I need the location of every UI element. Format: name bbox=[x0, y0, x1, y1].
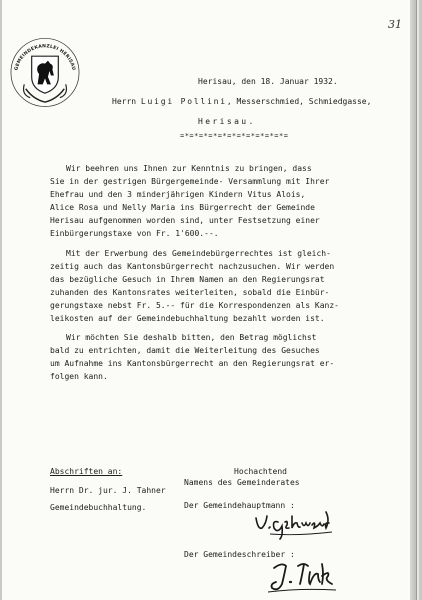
body-line: Sie in der gestrigen Bürgergemeinde- Versammlung mit Ihrer bbox=[50, 177, 330, 187]
body-line: Mit der Erwerbung des Gemeindebürgerrechtes ist gleich- bbox=[66, 248, 331, 258]
recipient-prefix: Herrn bbox=[112, 97, 141, 106]
body-line: um Aufnahme ins Kantonsbürgerrecht an den Regierungsrat er- bbox=[50, 359, 335, 369]
closing-authority: Namens des Gemeinderates bbox=[184, 478, 300, 487]
body-line: Alice Rosa und Nelly Maria ins Bürgerrecht der Gemeinde bbox=[50, 203, 315, 213]
copy-recipient: Herrn Dr. jur. J. Tahner bbox=[50, 486, 166, 495]
body-line: zuhanden des Kantonsrates weiterleiten, sobald die Einbür- bbox=[50, 287, 330, 297]
body-line: Wir möchten Sie deshalb bitten, den Betrag möglichst bbox=[66, 333, 317, 343]
signatory-title-2: Der Gemeindeschreiber : bbox=[184, 550, 295, 559]
body-line: gerungstaxe nebst Fr. 5.-- für die Korrespondenzen als Kanz- bbox=[50, 300, 339, 310]
paragraph-3 bbox=[50, 331, 396, 383]
letter-body bbox=[50, 162, 396, 390]
page-edge bbox=[410, 0, 416, 600]
copy-recipient: Gemeindebuchhaltung. bbox=[50, 503, 147, 512]
body-line: Einbürgerungstaxe von Fr. 1'600.--. bbox=[50, 229, 219, 239]
recipient-name: Luigi Pollini bbox=[140, 97, 227, 106]
body-line: Ehefrau und den 3 minderjährigen Kindern Vitus Alois, bbox=[50, 190, 306, 200]
page-number: 31 bbox=[388, 18, 402, 31]
recipient-city: Herisau. bbox=[198, 117, 256, 126]
body-line: bald zu entrichten, damit die Weiterleitung des Gesuches bbox=[50, 346, 320, 356]
place-date: Herisau, den 18. Januar 1932. bbox=[198, 77, 338, 86]
recipient-details: , Messerschmied, Schmiedgasse, bbox=[226, 97, 372, 106]
body-line: Wir beehren uns Ihnen zur Kenntnis zu bringen, dass bbox=[66, 164, 312, 173]
signatory-title-1: Der Gemeindehauptmann : bbox=[184, 501, 295, 510]
signature-gemeindeschreiber bbox=[264, 558, 338, 596]
seal-text: GEMEINDEKANZLEI HERISAU bbox=[14, 44, 76, 72]
copies-heading: Abschriften an: bbox=[50, 467, 123, 476]
body-line: zeitig auch das Kantonsbürgerrecht nachzusuchen. Wir werden bbox=[50, 261, 335, 271]
separator-line: =*=*=*=*=*=*=*=*=*=*=*= bbox=[180, 132, 289, 140]
body-line: das bezügliche Gesuch in Ihrem Namen an den Regierungsrat bbox=[50, 274, 325, 284]
body-line: Herisau aufgenommen worden sind, unter Festsetzung einer bbox=[50, 216, 320, 226]
recipient-line bbox=[112, 97, 371, 107]
closing-greeting: Hochachtend bbox=[234, 467, 287, 476]
signature-gemeindehauptmann bbox=[252, 506, 336, 540]
bear-coat-of-arms-icon bbox=[24, 56, 67, 102]
body-line: leikosten auf der Gemeindebuchhaltung bezahlt worden ist. bbox=[50, 314, 325, 324]
letter-page bbox=[2, 0, 416, 600]
body-line: folgen kann. bbox=[50, 372, 108, 382]
paragraph-1 bbox=[50, 162, 396, 241]
municipal-seal bbox=[8, 34, 82, 108]
paragraph-2 bbox=[50, 247, 396, 326]
